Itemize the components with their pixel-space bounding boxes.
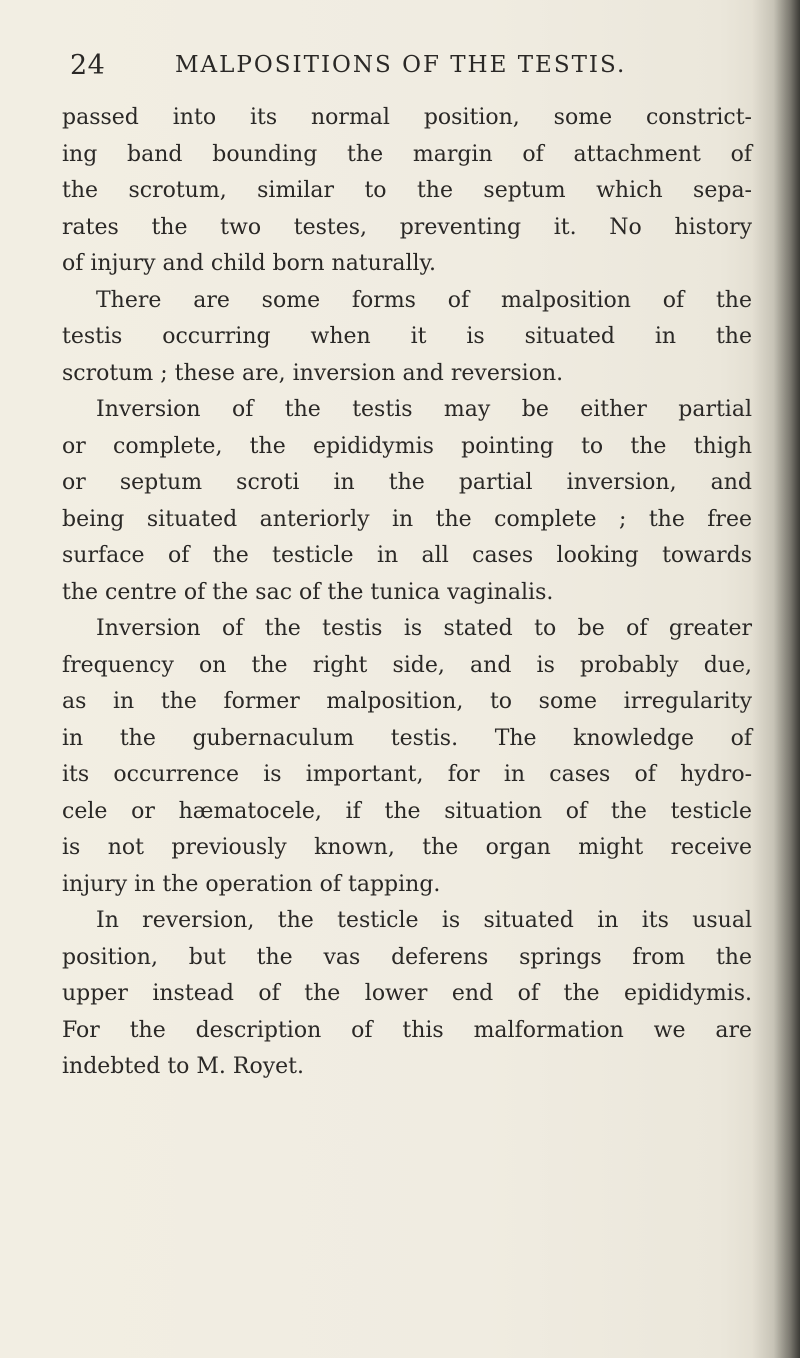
text-line: is not previously known, the organ might receive (62, 835, 752, 860)
text-line: position, but the vas deferens springs from the (62, 944, 752, 970)
text-line: rates the two testes, preventing it. No history (62, 214, 752, 240)
text-line: indebted to M. Royet. (62, 1054, 305, 1079)
running-title: MALPOSITIONS OF THE TESTIS. (175, 52, 627, 78)
binding-shadow (752, 0, 800, 1358)
text-line: being situated anteriorly in the complete ; the free (62, 506, 752, 532)
text-line: ing band bounding the margin of attachment of (62, 141, 752, 167)
text-line: Inversion of the testis may be either partial (96, 397, 752, 422)
page-header (70, 50, 760, 90)
text-line: frequency on the right side, and is probably due, (62, 652, 752, 678)
text-line: For the description of this malformation we are (62, 1017, 752, 1043)
text-line: cele or hæmatocele, if the situation of the testicle (62, 798, 752, 824)
text-line: its occurrence is important, for in cases of hydro- (62, 762, 752, 787)
page-number: 24 (70, 50, 106, 81)
text-line: in the gubernaculum testis. The knowledge of (62, 725, 752, 751)
text-line: as in the former malposition, to some irregularity (62, 689, 752, 714)
text-line: injury in the operation of tapping. (62, 871, 441, 897)
text-line: testis occurring when it is situated in the (62, 324, 752, 349)
body-text (62, 100, 752, 1086)
text-line: the centre of the sac of the tunica vaginalis. (62, 579, 554, 605)
text-line: or septum scroti in the partial inversion, and (62, 470, 752, 495)
text-line: There are some forms of malposition of the (96, 287, 752, 313)
text-line: upper instead of the lower end of the epididymis. (62, 981, 752, 1006)
text-line: In reversion, the testicle is situated in its usual (96, 908, 752, 933)
text-line: scrotum ; these are, inversion and reversion. (62, 360, 564, 386)
text-line: or complete, the epididymis pointing to the thigh (62, 433, 752, 459)
text-line: surface of the testicle in all cases looking towards (62, 543, 752, 568)
text-line: Inversion of the testis is stated to be of greater (96, 616, 752, 641)
text-line: passed into its normal position, some constrict- (62, 105, 752, 130)
text-line: the scrotum, similar to the septum which sepa- (62, 178, 752, 203)
text-line: of injury and child born naturally. (62, 251, 437, 276)
